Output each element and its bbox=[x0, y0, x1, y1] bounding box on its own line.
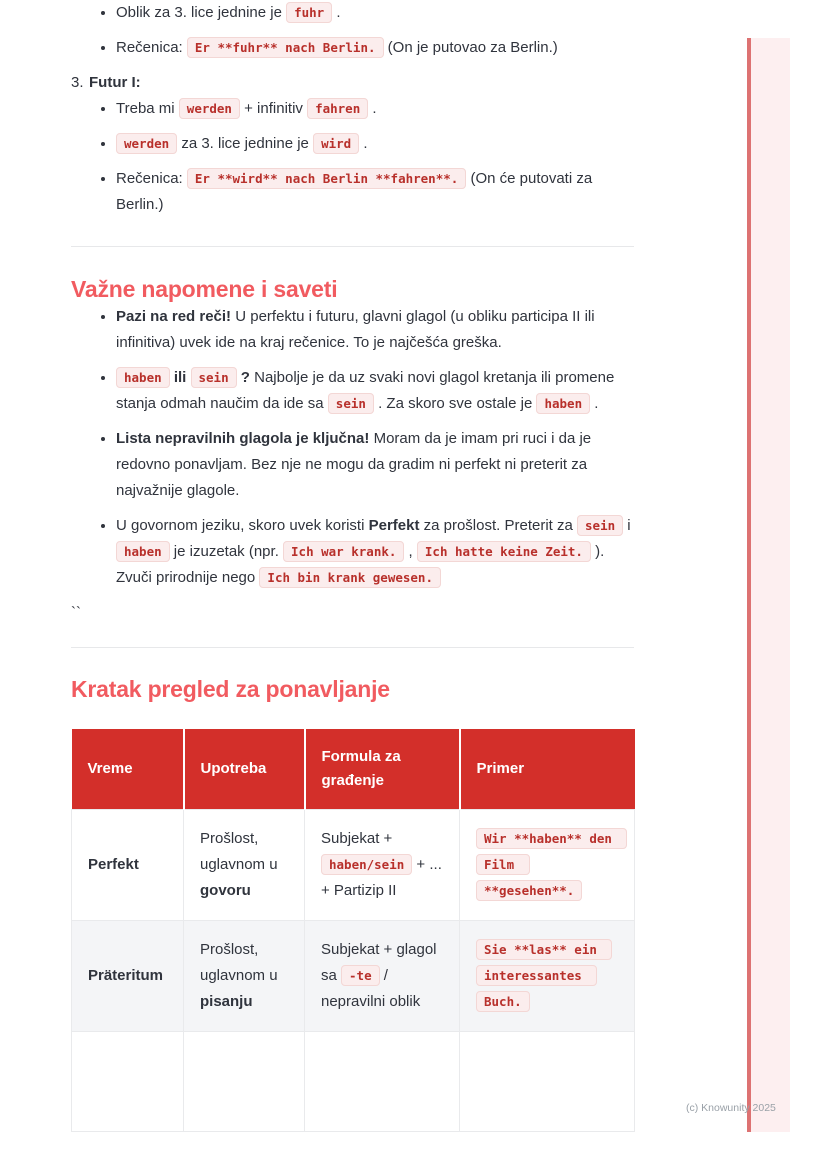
review-table-header bbox=[72, 729, 635, 810]
inline-code-chip: fuhr bbox=[286, 2, 332, 23]
bold-text: Pazi na red reči! bbox=[116, 308, 232, 325]
numbered-item-label: Futur I: bbox=[89, 74, 141, 91]
inline-code-chip: haben bbox=[536, 393, 590, 414]
table-cell bbox=[72, 810, 184, 921]
text-segment: Prošlost, uglavnom u bbox=[200, 830, 278, 873]
table-cell bbox=[460, 921, 635, 1032]
text-segment: Prošlost, uglavnom u bbox=[200, 941, 278, 984]
text-segment: ). Zvuči prirodnije nego bbox=[116, 543, 605, 586]
bold-text: Perfekt bbox=[88, 856, 139, 873]
list-item bbox=[116, 365, 634, 417]
table-cell bbox=[184, 810, 305, 921]
bold-text: govoru bbox=[200, 882, 251, 899]
table-row-praeteritum bbox=[72, 921, 635, 1032]
bold-text: ? bbox=[240, 369, 250, 386]
inline-code-chip: haben bbox=[116, 541, 170, 562]
list-item bbox=[116, 0, 634, 26]
inline-code-chip: Sie **las** ein interessantes Buch. bbox=[476, 939, 612, 1012]
bold-text: Perfekt bbox=[368, 517, 420, 534]
text-segment: za prošlost. Preterit za bbox=[419, 517, 578, 534]
table-header-cell-primer: Primer bbox=[460, 729, 635, 810]
text-segment: . bbox=[368, 100, 377, 117]
text-segment: , bbox=[404, 543, 417, 560]
text-segment: Oblik za 3. lice jednine je bbox=[116, 4, 287, 21]
inline-code-chip: haben/sein bbox=[321, 854, 412, 875]
table-cell bbox=[305, 1032, 460, 1132]
text-segment: Subjekat + glagol sa bbox=[321, 941, 437, 984]
list-item bbox=[116, 426, 634, 504]
divider bbox=[71, 246, 634, 247]
stray-backticks-text: `` bbox=[71, 604, 81, 621]
text-segment: + infinitiv bbox=[239, 100, 308, 117]
inline-code-chip: werden bbox=[179, 98, 240, 119]
review-heading: Kratak pregled za ponavljanje bbox=[71, 676, 390, 702]
inline-code-chip: sein bbox=[191, 367, 237, 388]
table-cell bbox=[460, 1032, 635, 1132]
list-item bbox=[116, 96, 634, 122]
watermark: (c) Knowunity 2025 bbox=[686, 1102, 776, 1114]
page-bottom-cut bbox=[0, 1135, 828, 1171]
text-segment: U govornom jeziku, skoro uvek koristi bbox=[116, 517, 369, 534]
text-segment: . bbox=[359, 135, 368, 152]
text-segment: (On je putovao za Berlin.) bbox=[383, 39, 558, 56]
table-header-cell-upotreba: Upotreba bbox=[184, 729, 305, 810]
inline-code-chip: sein bbox=[328, 393, 374, 414]
inline-code-chip: haben bbox=[116, 367, 170, 388]
bold-text: ili bbox=[173, 369, 187, 386]
table-header-row bbox=[72, 729, 635, 810]
list-item bbox=[116, 513, 634, 591]
text-segment: Najbolje je da uz svaki novi glagol kretanja ili promene stanja odmah naučim da ide sa bbox=[116, 369, 615, 412]
text-segment: / nepravilni oblik bbox=[321, 967, 421, 1010]
bold-text: pisanju bbox=[200, 993, 253, 1010]
text-segment: je izuzetak (npr. bbox=[169, 543, 284, 560]
preterit-detail-list bbox=[71, 0, 634, 61]
text-segment: Treba mi bbox=[116, 100, 179, 117]
text-segment: Subjekat + bbox=[321, 830, 393, 847]
inline-code-chip: Ich bin krank gewesen. bbox=[259, 567, 441, 588]
text-segment: za 3. lice jednine je bbox=[177, 135, 314, 152]
bold-text: Lista nepravilnih glagola je ključna! bbox=[116, 430, 370, 447]
text-segment: U perfektu i futuru, glavni glagol (u obliku participa II ili infinitiva) uvek ide na kraj rečenice. To je najčešća greška. bbox=[116, 308, 595, 351]
inline-code-chip: fahren bbox=[307, 98, 368, 119]
text-segment: . bbox=[332, 4, 341, 21]
text-segment: . bbox=[590, 395, 599, 412]
numbered-item-futur bbox=[71, 70, 634, 96]
futur-detail-list bbox=[71, 96, 634, 218]
inline-code-chip: sein bbox=[577, 515, 623, 536]
inline-code-chip: werden bbox=[116, 133, 177, 154]
document-content bbox=[71, 0, 634, 1132]
list-item bbox=[116, 35, 634, 61]
text-segment: Moram da je imam pri ruci i da je redovno ponavljam. Bez nje ne mogu da gradim ni perfekt ni preterit za najvažnije glagole. bbox=[116, 430, 592, 499]
list-item bbox=[116, 131, 634, 157]
inline-code-chip: -te bbox=[341, 965, 380, 986]
table-header-cell-vreme: Vreme bbox=[72, 729, 184, 810]
text-segment: Rečenica: bbox=[116, 170, 187, 187]
review-table bbox=[71, 729, 635, 1132]
bold-text: Präteritum bbox=[88, 967, 164, 984]
notes-heading: Važne napomene i saveti bbox=[71, 276, 338, 302]
list-number: 3. bbox=[71, 74, 84, 91]
inline-code-chip: Er **fuhr** nach Berlin. bbox=[187, 37, 384, 58]
table-cell bbox=[460, 810, 635, 921]
table-row-cutoff bbox=[72, 1032, 635, 1132]
table-cell bbox=[305, 921, 460, 1032]
text-segment: + ... + Partizip II bbox=[321, 856, 442, 899]
table-cell bbox=[72, 1032, 184, 1132]
page-edge-band bbox=[751, 38, 790, 1132]
inline-code-chip: Wir **haben** den Film **gesehen**. bbox=[476, 828, 627, 901]
table-cell bbox=[184, 1032, 305, 1132]
inline-code-chip: Ich hatte keine Zeit. bbox=[417, 541, 591, 562]
text-segment bbox=[186, 369, 190, 386]
text-segment: Rečenica: bbox=[116, 39, 187, 56]
list-item bbox=[116, 166, 634, 218]
list-item bbox=[116, 304, 634, 356]
inline-code-chip: wird bbox=[313, 133, 359, 154]
inline-code-chip: Ich war krank. bbox=[283, 541, 404, 562]
text-segment: . Za skoro sve ostale je bbox=[373, 395, 537, 412]
table-row-perfekt bbox=[72, 810, 635, 921]
table-header-cell-formula: Formula za građenje bbox=[305, 729, 460, 810]
divider bbox=[71, 647, 634, 648]
table-cell bbox=[305, 810, 460, 921]
text-segment: (On će putovati za Berlin.) bbox=[116, 170, 593, 213]
table-cell bbox=[72, 921, 184, 1032]
notes-list bbox=[71, 304, 634, 591]
inline-code-chip: Er **wird** nach Berlin **fahren**. bbox=[187, 168, 466, 189]
text-segment: i bbox=[623, 517, 631, 534]
table-cell bbox=[184, 921, 305, 1032]
page-edge-line bbox=[747, 38, 751, 1132]
